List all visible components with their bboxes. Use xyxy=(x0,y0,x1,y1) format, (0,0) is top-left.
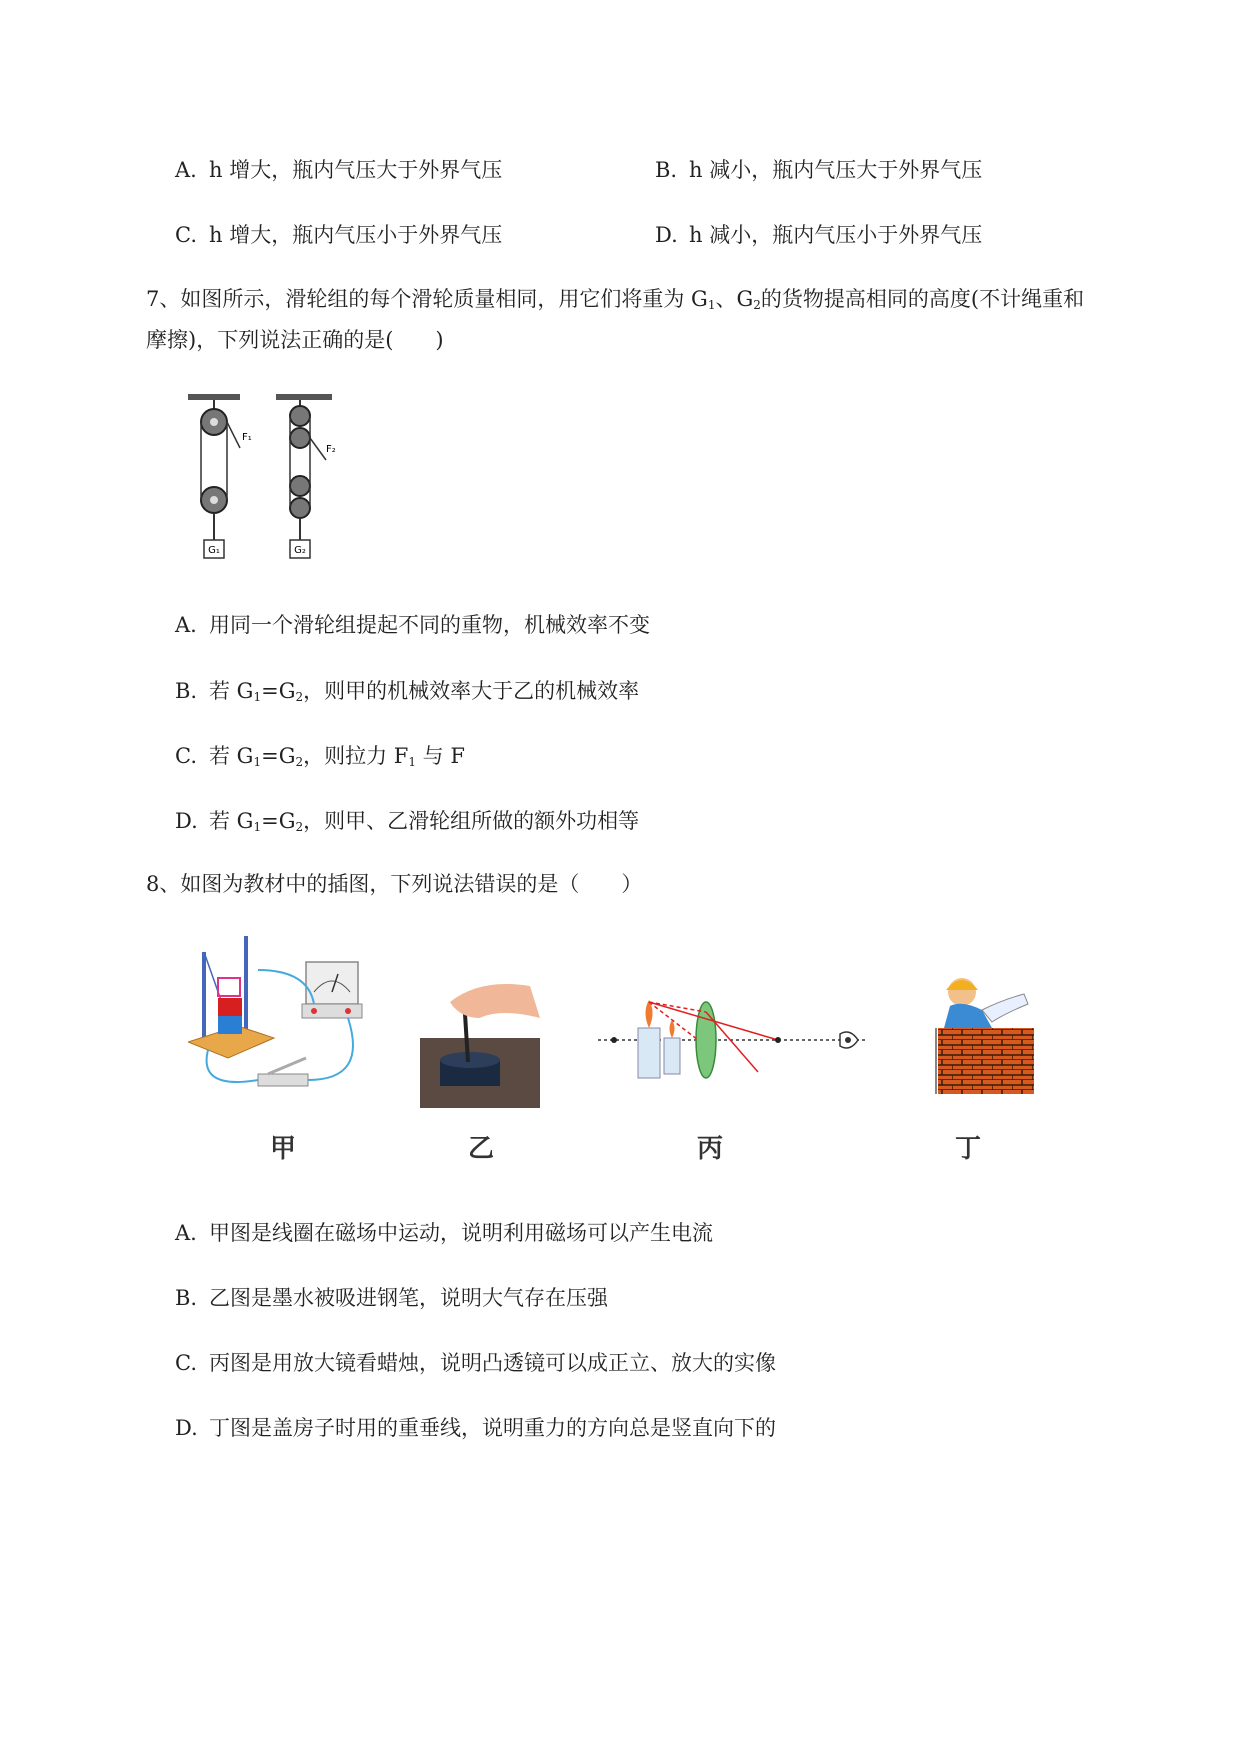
option-text: 与 F xyxy=(416,744,465,768)
option-text: ，则拉力 F xyxy=(303,744,409,768)
movable-pulley-right-1 xyxy=(290,476,310,496)
q7-stem-line2: 摩擦)，下列说法正确的是( ) xyxy=(146,328,444,352)
option-text: 丁图是盖房子时用的重垂线，说明重力的方向总是竖直向下的 xyxy=(209,1416,776,1440)
hand xyxy=(450,984,540,1018)
q8-option-b xyxy=(175,1283,608,1313)
q7-option-d xyxy=(175,806,639,842)
option-letter: B. xyxy=(655,158,678,182)
bricklayer-illustration xyxy=(932,970,1042,1100)
option-text: ，则甲的机械效率大于乙的机械效率 xyxy=(303,679,640,703)
q7-stem-line1 xyxy=(146,284,1084,320)
option-text: 用同一个滑轮组提起不同的重物，机械效率不变 xyxy=(209,613,650,637)
option-letter: A. xyxy=(175,613,197,637)
q6-option-b xyxy=(655,155,982,185)
option-letter: D. xyxy=(175,1416,198,1440)
option-text: 丙图是用放大镜看蜡烛，说明凸透镜可以成正立、放大的实像 xyxy=(209,1351,776,1375)
subscript: 1 xyxy=(408,755,416,769)
q7-option-a xyxy=(175,610,650,640)
option-letter: B. xyxy=(175,1286,198,1310)
galvanometer xyxy=(306,962,358,1004)
convex-lens xyxy=(696,1002,716,1078)
fixed-pulley-right-2 xyxy=(290,428,310,448)
option-letter: A. xyxy=(175,1221,197,1245)
caption-ding: 丁 xyxy=(955,1134,982,1164)
subscript: 1 xyxy=(253,755,262,769)
q8-option-a xyxy=(175,1218,713,1248)
option-text: h 增大，瓶内气压大于外界气压 xyxy=(209,158,503,182)
option-text: 乙图是墨水被吸进钢笔，说明大气存在压强 xyxy=(209,1286,608,1310)
option-text: 甲图是线圈在磁场中运动，说明利用磁场可以产生电流 xyxy=(209,1221,713,1245)
movable-pulley-right-2 xyxy=(290,498,310,518)
helmet xyxy=(946,980,978,990)
q8-figure-jia xyxy=(188,930,368,1110)
option-letter: D. xyxy=(175,809,198,833)
q6-option-c xyxy=(175,220,502,250)
option-text: h 减小，瓶内气压小于外界气压 xyxy=(689,223,983,247)
ceiling-left xyxy=(188,394,240,400)
subscript: 2 xyxy=(753,298,761,312)
option-text: 若 G xyxy=(209,809,254,833)
pen-ink-illustration xyxy=(420,978,540,1108)
lens-candle-illustration xyxy=(598,988,868,1088)
subscript: 1 xyxy=(253,690,262,704)
q8-stem: 8、如图为教材中的插图，下列说法错误的是（ ） xyxy=(146,872,643,896)
q7-stem-part: 7、如图所示，滑轮组的每个滑轮质量相同，用它们将重为 G xyxy=(146,287,708,311)
option-letter: C. xyxy=(175,1351,197,1375)
subscript: 1 xyxy=(707,298,716,312)
q8-option-c xyxy=(175,1348,776,1378)
q8-figure-ding xyxy=(932,970,1042,1100)
subscript: 2 xyxy=(295,820,304,834)
label-g2: G₂ xyxy=(294,545,306,556)
caption-bing: 丙 xyxy=(697,1134,724,1164)
fixed-pulley-right-1 xyxy=(290,406,310,426)
coil xyxy=(218,978,240,996)
option-text: =G xyxy=(261,809,296,833)
label-f2: F₂ xyxy=(326,444,336,455)
q7-option-b xyxy=(175,676,639,712)
q7-stem-part: 的货物提高相同的高度(不计绳重和 xyxy=(760,287,1085,311)
coil-circuit-illustration xyxy=(188,930,368,1110)
switch xyxy=(258,1074,308,1086)
subscript: 2 xyxy=(295,690,304,704)
q8-figure-bing xyxy=(598,988,868,1088)
option-text: 若 G xyxy=(209,744,254,768)
q7-option-c xyxy=(175,741,465,777)
label-f1: F₁ xyxy=(242,432,252,443)
option-text: h 减小，瓶内气压大于外界气压 xyxy=(689,158,983,182)
option-text: ，则甲、乙滑轮组所做的额外功相等 xyxy=(303,809,640,833)
label-g1: G₁ xyxy=(208,545,220,556)
subscript: 2 xyxy=(295,755,304,769)
option-letter: C. xyxy=(175,744,197,768)
option-letter: C. xyxy=(175,223,197,247)
ceiling-right xyxy=(276,394,332,400)
brick-wall xyxy=(938,1028,1034,1094)
pulley-diagram xyxy=(176,388,356,578)
q6-option-a xyxy=(175,155,502,185)
option-text: h 增大，瓶内气压小于外界气压 xyxy=(209,223,503,247)
option-letter: A. xyxy=(175,158,197,182)
option-text: =G xyxy=(261,679,296,703)
option-text: =G xyxy=(261,744,296,768)
caption-yi: 乙 xyxy=(468,1134,495,1164)
subscript: 1 xyxy=(253,820,262,834)
option-text: 若 G xyxy=(209,679,254,703)
q7-stem-part: 、G xyxy=(715,287,754,311)
q6-option-d xyxy=(655,220,982,250)
q8-figure-yi xyxy=(420,978,540,1108)
option-letter: B. xyxy=(175,679,198,703)
q8-option-d xyxy=(175,1413,776,1443)
caption-jia: 甲 xyxy=(270,1134,297,1164)
option-letter: D. xyxy=(655,223,678,247)
q7-pulley-figure xyxy=(176,388,356,578)
